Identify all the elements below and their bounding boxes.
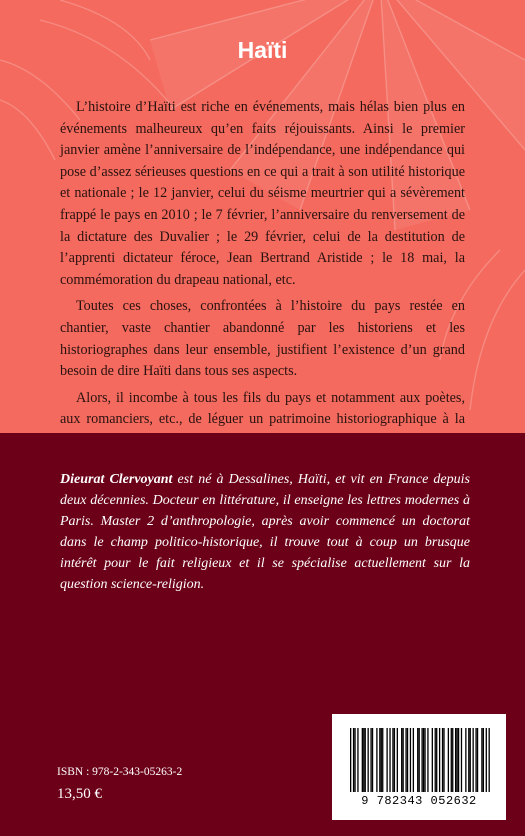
barcode-bar <box>456 728 457 792</box>
barcode-bar <box>423 728 424 792</box>
barcode-bar <box>363 728 364 792</box>
barcode-bar <box>350 728 351 792</box>
barcode <box>332 714 506 820</box>
barcode-bar <box>468 728 469 792</box>
barcode-bar <box>362 728 363 792</box>
barcode-bar <box>421 728 422 792</box>
summary-paragraph: Toutes ces choses, confrontées à l’histoire du pays restée en chantier, vaste chantier abandonné par les historiens et les historiographes dans leur ensemble, justifient l’existence d’un grand besoin de dire Haïti dans tous ses aspects. <box>60 298 465 380</box>
barcode-bar <box>365 728 366 792</box>
barcode-bar <box>483 728 484 792</box>
barcode-bar <box>413 728 414 792</box>
barcode-bar <box>439 728 440 792</box>
barcode-bar <box>451 728 452 792</box>
barcode-bar <box>475 728 476 792</box>
summary-paragraph: Alors, il incombe à tous les fils du pays et notamment aux poètes, aux romanciers, etc., de léguer un patrimoine historiographique à la <box>60 389 465 428</box>
isbn-label: ISBN : 978-2-343-05263-2 <box>57 766 183 778</box>
barcode-bar <box>452 728 453 792</box>
barcode-bar <box>419 728 420 792</box>
barcode-bar <box>465 728 466 792</box>
barcode-bar <box>368 728 369 792</box>
barcode-bar <box>435 728 436 792</box>
barcode-bar <box>394 728 395 792</box>
barcode-bar <box>405 728 406 792</box>
barcode-bar <box>354 728 355 792</box>
barcode-bar <box>353 728 354 792</box>
barcode-bar <box>397 728 398 792</box>
barcode-bar <box>477 728 478 792</box>
author-bio <box>60 469 470 595</box>
barcode-bar <box>379 728 380 792</box>
author-name: Dieurat Clervoyant <box>60 472 173 487</box>
barcode-bar <box>386 728 387 792</box>
barcode-bar <box>461 728 462 792</box>
barcode-bar <box>481 728 482 792</box>
price-label: 13,50 € <box>57 786 102 802</box>
barcode-bar <box>370 728 371 792</box>
barcode-bar <box>489 728 490 792</box>
author-bio-text: est né à Dessalines, Haïti, et vit en France depuis deux décennies. Docteur en littérature, il enseigne les lettres modernes à Paris. Master 2 d’anthropologie, après avoir commencé un doctorat dans le champ politico-historique, il trouve tout à coup un brusque intérêt pour le fait religieux et il se spécialise actuellement sur la question science-religion. <box>60 472 470 592</box>
book-title: Haïti <box>237 37 288 63</box>
summary-text <box>60 97 465 479</box>
barcode-bar <box>470 728 471 792</box>
barcode-bar <box>417 728 418 792</box>
barcode-bar <box>407 728 408 792</box>
barcode-bar <box>442 728 443 792</box>
barcode-bar <box>376 728 377 792</box>
barcode-bar <box>432 728 433 792</box>
barcode-bar <box>486 728 487 792</box>
barcode-bar <box>401 728 402 792</box>
barcode-bar <box>381 728 382 792</box>
barcode-bar <box>357 728 358 792</box>
barcode-bar <box>458 728 459 792</box>
barcode-bar <box>424 728 425 792</box>
barcode-bar <box>389 728 390 792</box>
barcode-number: 9 782343 052632 <box>361 794 477 808</box>
summary-paragraph: L’histoire d’Haïti est riche en événements, mais hélas bien plus en événements malheureux qu’en faits réjouissants. Ainsi le premier janvier amène l’anniversaire de l’indépendance, une indépendance qui pose d’assez sérieuses questions en ce qui a trait à son utilité historique et nationale ; le 12 janvier, celui du séisme meurtrier qui a sévèrement frappé le pays en 2010 ; le 7 février, l’anniversaire du renversement de la dictature des Duvalier ; le 29 février, celui de la destitution de l’apprenti dictateur féroce, Jean Bertrand Aristide ; le 18 mai, la commémoration du drapeau national, etc. <box>60 99 465 288</box>
barcode-bar <box>382 728 383 792</box>
barcode-bar <box>448 728 449 792</box>
barcode-bar <box>403 728 404 792</box>
barcode-bar <box>443 728 444 792</box>
barcode-bar <box>455 728 456 792</box>
barcode-bar <box>372 728 373 792</box>
barcode-bars <box>350 728 490 792</box>
barcode-bar <box>436 728 437 792</box>
barcode-bar <box>392 728 393 792</box>
barcode-bar <box>410 728 411 792</box>
barcode-bar <box>427 728 428 792</box>
barcode-bar <box>473 728 474 792</box>
